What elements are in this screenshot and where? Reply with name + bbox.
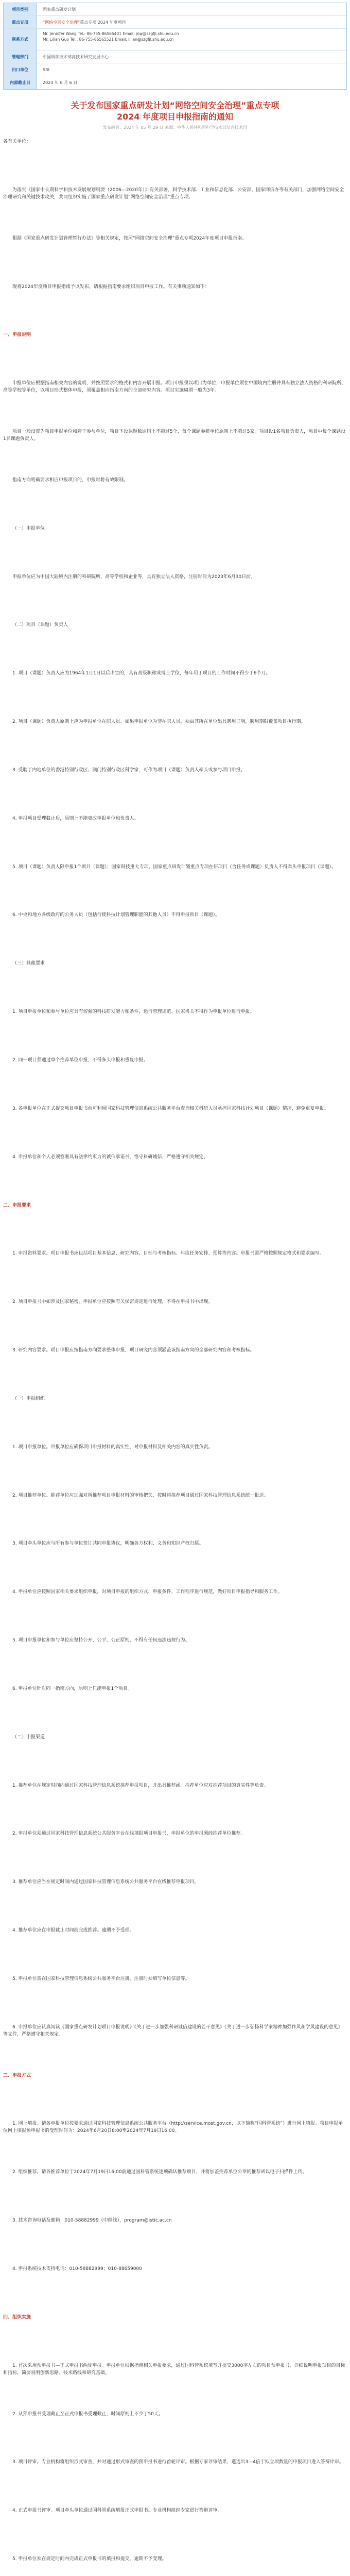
paragraph: 6. 申报单位应认真阅读《国家重点研发计划项目申报说明》《关于进一步加强科研诚信建设的若干意见》《关于进一步弘扬科学家精神加强作风和学风建设的意见》等文件，严格遵守相关规定。	[3, 2025, 343, 2037]
paragraph: 5. 申报单位需在国家科技管理信息系统公共服务平台注册，注册时须填写单位信息等。	[12, 1976, 190, 1981]
paragraph: 1. 项目申报单位和参与单位应具有较强的科技研发能力和条件，运行管理规范。国家机关不得作为申报单位进行申报。	[12, 1009, 255, 1014]
paragraph: 2. 组织推荐。请各推荐单位于2024年7月19日16:00前通过国科管系统逐项确认推荐项目，并将加盖推荐单位公章的推荐函以电子扫描件上传。	[12, 2170, 307, 2175]
paragraph: 3. 项目牵头单位应与所有参与单位签订共同申报协议，明确各方权利、义务和知识产权归属。	[12, 1541, 204, 1546]
paragraph: 5. 项目（课题）负责人限申报1个项目（课题）；国家科技重大专项、国家重点研发计划重点专项在研项目（含任务或课题）负责人不得牵头申报项目（课题）。	[12, 865, 337, 870]
section-heading: 三、申报方式	[3, 2073, 31, 2078]
paragraph: 3. 技术咨询电话及邮箱：010-58882999（中继线），program@istic.ac.cn	[12, 2218, 172, 2223]
paragraph: 5. 项目申报单位和参与单位应坚持公开、公平、公正原则，不得有任何违法违规行为。	[12, 1638, 190, 1643]
page-title-line2: 2024 年度项目申报指南的通知	[116, 112, 234, 122]
paragraph: （一）申报单位	[12, 526, 45, 531]
paragraph: 1. 申报资料要求。项目申报书应包括项目基本信息、研究内容、目标与考核指标、年度任务安排、预算等内容。申报书需严格按照规定格式和要求编写。	[12, 1251, 324, 1256]
paragraph: 现将2024年度项目申报指南予以发布，请根据指南要求组织项目申报工作。有关事项通知如下：	[12, 284, 209, 290]
meta-row-unit	[4, 63, 346, 76]
paragraph: 1. 推荐单位在规定时间内通过国家科技管理信息系统推荐申报项目，并出具推荐函。推荐单位应对推荐项目的真实性等负责。	[12, 1783, 269, 1788]
meta-label: 联系方式	[4, 29, 37, 50]
paragraph: 5. 申报单位须在规定时间内完成正式申报书的填报和提交。逾期不予受理。	[12, 2556, 167, 2562]
paragraph: 1. 项目（课题）负责人应为1964年1月1日以后出生的，具有高级职称或博士学位，每年用于项目的工作时间不得少于6个月。	[12, 671, 271, 676]
paragraph: 4. 申报项目受理截止后，原则上不能更改申报单位和负责人。	[12, 816, 139, 821]
paragraph: 4. 申报单位应按照国家相关要求组织申报，对项目申报的组织方式、申报条件、工作程序进行规范，做好项目申报指导和服务工作。	[12, 1589, 283, 1595]
meta-value: 中国科学技术部高技术研究发展中心	[43, 54, 109, 59]
paragraph: 2. 申报单位须通过国家科技管理信息系统公共服务平台在线填报项目申报书，申报单位的申报须经推荐单位推荐。	[12, 1831, 246, 1836]
meta-label: 项目类别	[4, 3, 37, 15]
project-meta-table	[3, 3, 347, 90]
paragraph: 4. 申报系统技术支持电话：010-58882999；010-88659000	[12, 2266, 142, 2272]
contact-line: Mr. Jennifer Wang Tel.: 86-755-86565401 Email: jnw@szgfjl.shu.edu.cn	[43, 31, 179, 36]
paragraph: 1. 项目申报单位。申报单位应确保项目申报材料的真实性，对申报材料及相关内容的真实性负责。	[12, 1445, 213, 1450]
meta-row-key	[4, 16, 346, 29]
meta-value: SRI	[43, 67, 49, 72]
section-heading: 四、组织实施	[3, 2315, 31, 2320]
paragraph: 2. 项目推荐单位。推荐单位应加强对所推荐项目申报材料的审核把关，按时将推荐项目通过国家科技管理信息系统统一报送。	[12, 1493, 269, 1498]
meta-row-date	[4, 76, 346, 89]
paragraph: 根据《国家重点研发计划管理暂行办法》等相关规定，按照“网络空间安全治理”重点专项2024年度项目申报指南。	[12, 236, 247, 241]
meta-label: 归口单位	[4, 63, 37, 76]
paragraph: 2. 同一项目须通过单个推荐单位申报，不得多头申报和重复申报。	[12, 1058, 148, 1063]
meta-row-project	[4, 3, 346, 16]
paragraph: 2. 项目申报书中如涉及国家秘密，申报单位应按照有关保密规定进行处理，不得在申报书中出现。	[12, 1299, 213, 1304]
publish-info: 发布时间：2024 年 05 月 29 日 来源：中华人民共和国科学技术部信息技术司	[103, 125, 247, 130]
contact-line: Mr. Lilian Guo Tel.: 86-755-86565521 Email: lilian@szgfjl.shu.edu.cn	[43, 37, 174, 42]
paragraph: 各有关单位：	[3, 139, 31, 144]
paragraph: 申报单位应根据指南相关内容的说明，并按照要求的格式和内容开展申报。项目申报须以项目为单位，申报单位须在中国境内注册并具有独立法人资格的科研院所、高等学校等单位，以项目形式整体申报，须覆盖相应指南方向的全部研究内容。项目实施周期一般为3年。	[3, 381, 346, 393]
paragraph: 1. 首次采用预申报书—正式申报书两轮申报。申报单位根据指南相关申报要求，通过国科管系统填写并提交3000字左右的项目预申报书，详细说明申报项目的目标和指标，简要说明创新思路、技术路线和研究基础。	[3, 2363, 345, 2376]
paragraph: 为落实《国家中长期科学和技术发展规划纲要（2006—2020年）》有关部署，科学技术部、工业和信息化部、公安部、国家网信办等有关部门，加强网络空间安全治理研究和关键技术攻关，共同组织实施了国家重点研发计划“网络空间安全治理”重点专项。	[3, 188, 344, 200]
paragraph: 2. 项目（课题）负责人原则上应为申报单位在职人员。如果申报单位为非在职人员，须由其所在单位出具聘用证明，聘用期限覆盖项目执行期。	[12, 719, 306, 724]
paragraph: 6. 中央和地方各级政府的公务人员（包括行使科技计划管理职能的其他人员）不得申报项目（课题）。	[12, 912, 220, 918]
paragraph: （二）项目（课题）负责人	[12, 622, 68, 628]
paragraph: 4. 正式申报书评审。项目牵头单位通过国科管系统填报正式申报书。专业机构组织专家进行答辩评审。	[12, 2508, 222, 2513]
key-tail: 重点专项 2024 年度项目	[80, 20, 126, 25]
paragraph: 申报单位应为中国大陆境内注册的科研院所、高等学校和企业等，具有独立法人资格，注册时间为2023年6月30日前。	[12, 574, 256, 580]
meta-label: 重点专项	[4, 16, 37, 28]
section-heading: 二、申报要求	[3, 1203, 31, 1208]
page-title-line1: 关于发布国家重点研发计划“网络空间安全治理”重点专项	[71, 100, 279, 110]
meta-value	[43, 16, 343, 28]
paragraph: （一）申报组织	[12, 1396, 45, 1401]
section-heading: 一、申报说明	[3, 332, 31, 337]
paragraph: 3. 受聘于内地单位的香港特别行政区、澳门特别行政区科学家，可作为项目（课题）负责人牵头或参与项目申报。	[12, 768, 246, 773]
paragraph: 6. 申报单位针对同一指南方向，原则上只能申报1个项目。	[12, 1686, 133, 1691]
meta-label: 内部截止日	[4, 76, 37, 89]
paragraph: 4. 推荐单位应在申报截止时间前完成推荐。逾期不予受理。	[12, 1928, 134, 1933]
paragraph: 2. 从预申报书受理截止至正式申报书受理截止，时间原则上不少于50天。	[12, 2412, 163, 2417]
meta-label: 管理部门	[4, 50, 37, 63]
meta-row-dept	[4, 50, 346, 63]
paragraph: 3. 各申报单位在正式提交项目申报书前可利用国家科技管理信息系统公共服务平台查询相关科研人员承担国家科技计划项目（课题）情况，避免重复申报。	[12, 1106, 329, 1111]
paragraph: （二）申报渠道	[12, 1735, 45, 1740]
meta-value: 国家重点研发计划	[43, 7, 76, 12]
paragraph: 指南方向明确要求相应申报项目的，申报时将有效限制。	[12, 478, 129, 483]
meta-value: 2024 年 6 月 6 日	[43, 80, 78, 85]
paragraph: 4. 申报单位和个人必须签署具有法律约束力的诚信承诺书，恪守科研诚信，严格遵守相关规定。	[12, 1155, 208, 1160]
paragraph: 3. 推荐单位应当在规定时间内通过国家科技管理信息系统公共服务平台在线推荐申报项目。	[12, 1879, 199, 1885]
meta-value	[43, 29, 343, 50]
meta-row-contact	[4, 29, 346, 50]
paragraph: 3. 项目评审。专业机构将组织形式审查，并对通过形式审查的预申报书进行首轮评审。根据专家评审结果，遴选出3—4倍于拟立项数量的申报项目进入答辩评审。	[12, 2460, 344, 2465]
paragraph: 1. 网上填报。请各申报单位按要求通过国家科技管理信息系统公共服务平台（http://service.most.gov.cn，以下简称“国科管系统”）进行网上填报。项目申报单位网上填报预申报书的受理时间为：2024年6月20日8:00至2024年7月19日16:00。	[3, 2121, 343, 2133]
key-highlight: “网络空间安全治理”	[43, 20, 80, 25]
paragraph: （三）其他要求	[12, 961, 45, 966]
paragraph: 3. 研究内容要求。项目申报应按指南方向要求整体申报，项目研究内容须涵盖该指南方向的全部研究内容和考核指标。	[12, 1348, 255, 1353]
paragraph: 项目一般设置为项目申报单位和若干参与单位，项目下设课题数原则上不超过5个，每个课题参研单位原则上不超过5家。项目设1名项目负责人，项目中每个课题设1名课题负责人。	[3, 429, 346, 442]
